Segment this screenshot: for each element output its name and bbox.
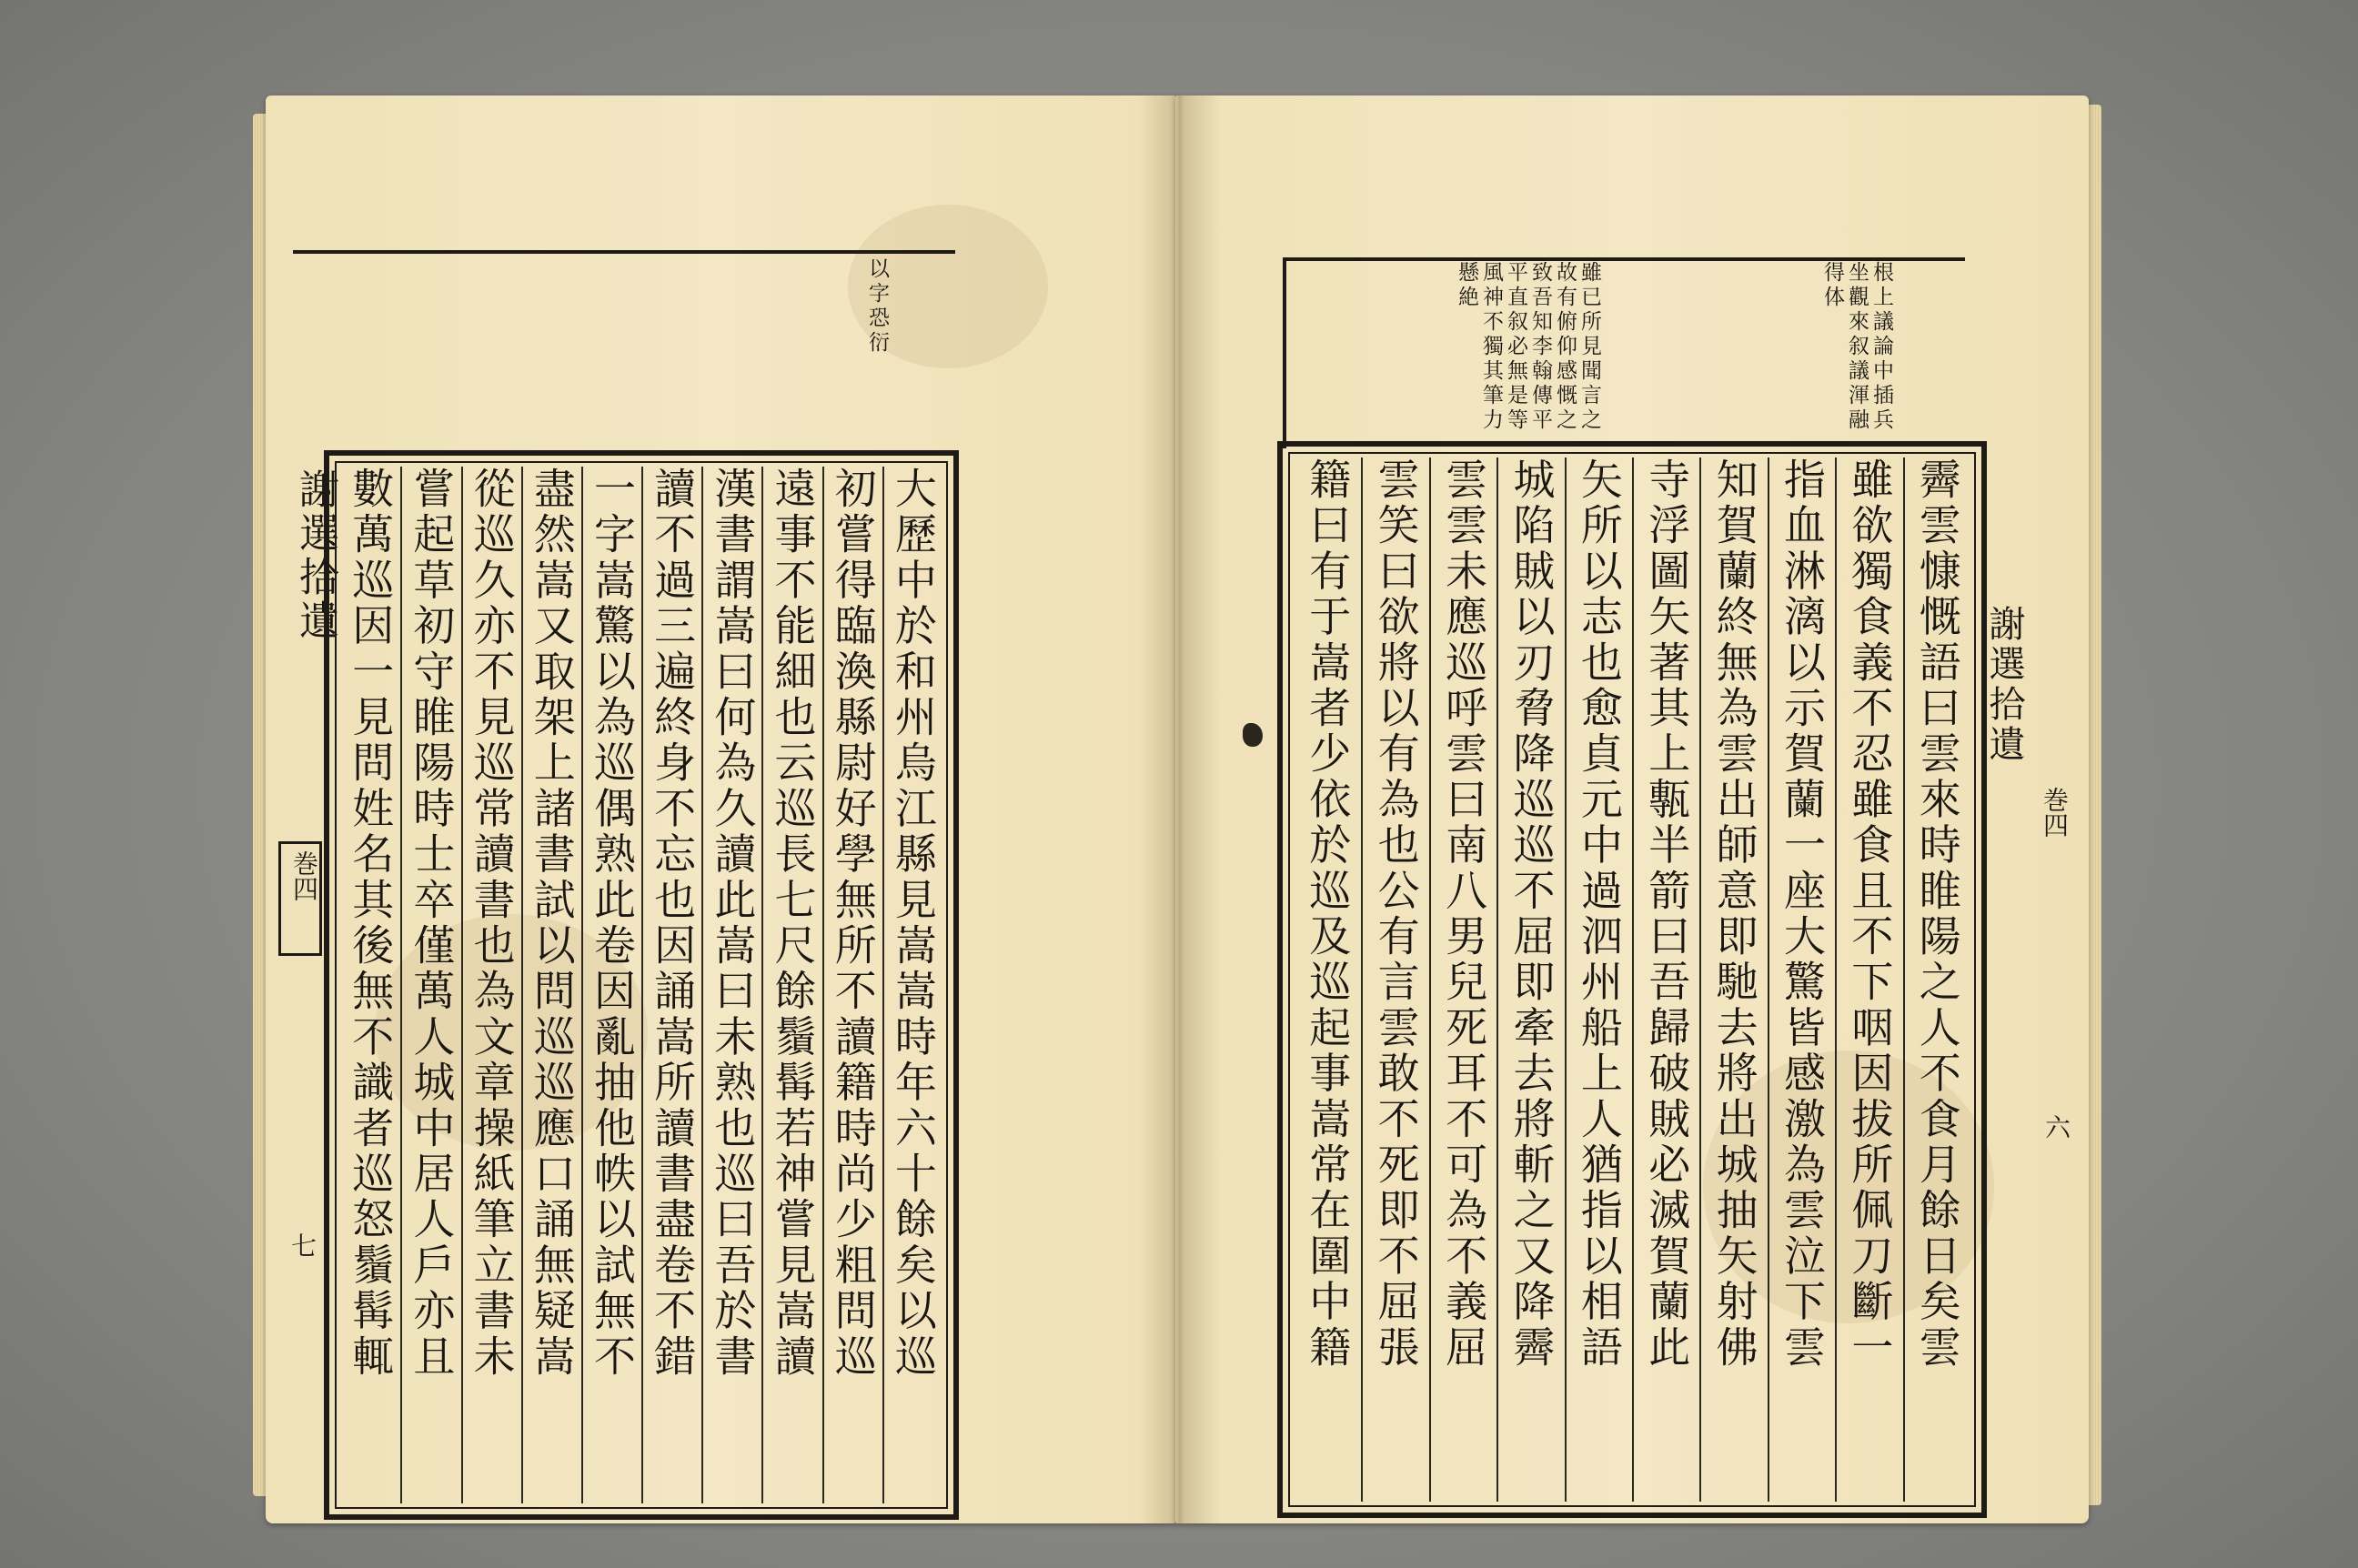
text-column: [1361, 457, 1428, 1502]
text-column: [761, 467, 821, 1503]
column-text: 數萬巡因一見問姓名其後無不識者巡怒鬚髯輒: [346, 467, 396, 1380]
volume-label: 巻四: [2040, 787, 2070, 838]
text-column: [461, 467, 521, 1503]
column-text: 盡然嵩又取架上諸書試以問巡巡應口誦無疑嵩: [527, 467, 577, 1380]
text-column: [1294, 457, 1361, 1502]
text-column: [1768, 457, 1835, 1502]
text-column: [1496, 457, 1564, 1502]
volume-label: 巻四: [289, 850, 319, 901]
column-text: 嘗起草初守睢陽時士卒僅萬人城中居人戶亦且: [407, 467, 457, 1380]
book-gutter: [1139, 95, 1221, 1523]
text-column: [340, 467, 400, 1503]
folio-number: 七: [287, 1232, 317, 1258]
column-text: 指血淋漓以示賀蘭一座大驚皆感激為雲泣下雲: [1778, 457, 1828, 1371]
column-text: 遠事不能細也云巡長七尺餘鬚髯若神嘗見嵩讀: [768, 467, 818, 1380]
header-note: 故有俯仰感慨之: [1553, 261, 1577, 433]
header-note: 坐觀來叙議渾融: [1845, 261, 1869, 433]
text-column: [1632, 457, 1699, 1502]
text-column: [1835, 457, 1902, 1502]
header-top-rule: [293, 250, 955, 254]
column-text: 城陷賊以刃脅降巡巡不屈即牽去將斬之又降霽: [1506, 457, 1557, 1371]
column-text: 矢所以志也愈貞元中過泗州船上人猶指以相語: [1574, 457, 1624, 1371]
side-book-title: 謝選拾遺: [292, 468, 338, 643]
header-note: 得体: [1820, 261, 1844, 310]
ink-blot: [1243, 723, 1263, 747]
header-note: 致吾知李翰傳平: [1528, 261, 1552, 433]
column-text: 籍曰有于嵩者少依於巡及巡起事嵩常在圍中籍: [1303, 457, 1353, 1371]
right-page: 根上議論中插兵 坐觀來叙議渾融 得体 雖已所見聞言之 故有俯仰感慨之 致吾知李翰傳平 平直叙必無是等 風神不獨其筆力 懸絶 霽雲慷慨語曰雲來時睢陽之人不食月餘日矣雲 雖欲獨食義不忍雖食且不下咽因拔所佩刀斷一 指血淋漓以示賀蘭一座大驚皆感激為雲泣下雲 知賀蘭終無為雲出師意即馳去將出城抽矢射佛 寺浮圖矢著其上甎半箭曰吾歸破賊必滅賀蘭此 矢所以志也愈貞元中過泗州船上人猶指以相語 城陷賊以刃脅降巡巡不屈即牽去將斬之又降霽 雲雲未應巡呼雲曰南八男兒死耳不可為不義屈 雲笑曰欲將以有為也公有言雲敢不死即不屈張 籍曰有于嵩者少依於巡及巡起事嵩常在圍中籍 謝選拾遺 巻四 六: [1175, 95, 2089, 1523]
right-text-columns: [1294, 457, 1970, 1502]
text-column: [1903, 457, 1970, 1502]
column-text: 雲雲未應巡呼雲曰南八男兒死耳不可為不義屈: [1439, 457, 1489, 1371]
left-page: [266, 95, 1175, 1523]
text-column: [521, 467, 581, 1503]
column-text: 大歷中於和州烏江縣見嵩嵩時年六十餘矣以巡: [888, 467, 938, 1380]
left-header-annotation: [865, 257, 889, 356]
open-book: [266, 95, 2089, 1523]
column-text: 雖欲獨食義不忍雖食且不下咽因拔所佩刀斷一: [1845, 457, 1895, 1371]
text-column: [641, 467, 701, 1503]
header-note: 風神不獨其筆力: [1479, 261, 1503, 433]
header-note: 以字恐衍: [865, 257, 889, 356]
column-text: 霽雲慷慨語曰雲來時睢陽之人不食月餘日矣雲: [1912, 457, 1962, 1371]
column-text: 知賀蘭終無為雲出師意即馳去將出城抽矢射佛: [1709, 457, 1759, 1371]
header-note: 平直叙必無是等: [1504, 261, 1527, 433]
header-note: 懸絶: [1455, 261, 1478, 310]
header-note: 雖已所見聞言之: [1577, 261, 1601, 433]
column-text: 寺浮圖矢著其上甎半箭曰吾歸破賊必滅賀蘭此: [1642, 457, 1692, 1371]
text-column: [1699, 457, 1767, 1502]
text-column: [1429, 457, 1496, 1502]
right-header-annotation-a: [1821, 261, 1891, 443]
column-text: 雲笑曰欲將以有為也公有言雲敢不死即不屈張: [1371, 457, 1421, 1371]
column-text: 讀不過三遍終身不忘也因誦嵩所讀書盡卷不錯: [648, 467, 698, 1380]
text-column: [882, 467, 942, 1503]
text-column: [581, 467, 641, 1503]
column-text: 漢書謂嵩曰何為久讀此嵩曰未熟也巡曰吾於書: [708, 467, 758, 1380]
right-header-annotation-b: [1456, 261, 1599, 443]
text-column: [701, 467, 761, 1503]
header-left-rule: [1283, 257, 1286, 448]
header-note: 根上議論中插兵: [1869, 261, 1893, 433]
column-text: 一字嵩驚以為巡偶熟此卷因亂抽他帙以試無不: [587, 467, 637, 1380]
text-column: [1565, 457, 1632, 1502]
folio-number: 六: [2041, 1114, 2071, 1140]
left-text-columns: [340, 467, 942, 1503]
column-text: 初嘗得臨渙縣尉好學無所不讀籍時尚少粗問巡: [828, 467, 878, 1380]
text-column: [822, 467, 882, 1503]
text-column: [400, 467, 460, 1503]
column-text: 從巡久亦不見巡常讀書也為文章操紙筆立書未: [467, 467, 517, 1380]
